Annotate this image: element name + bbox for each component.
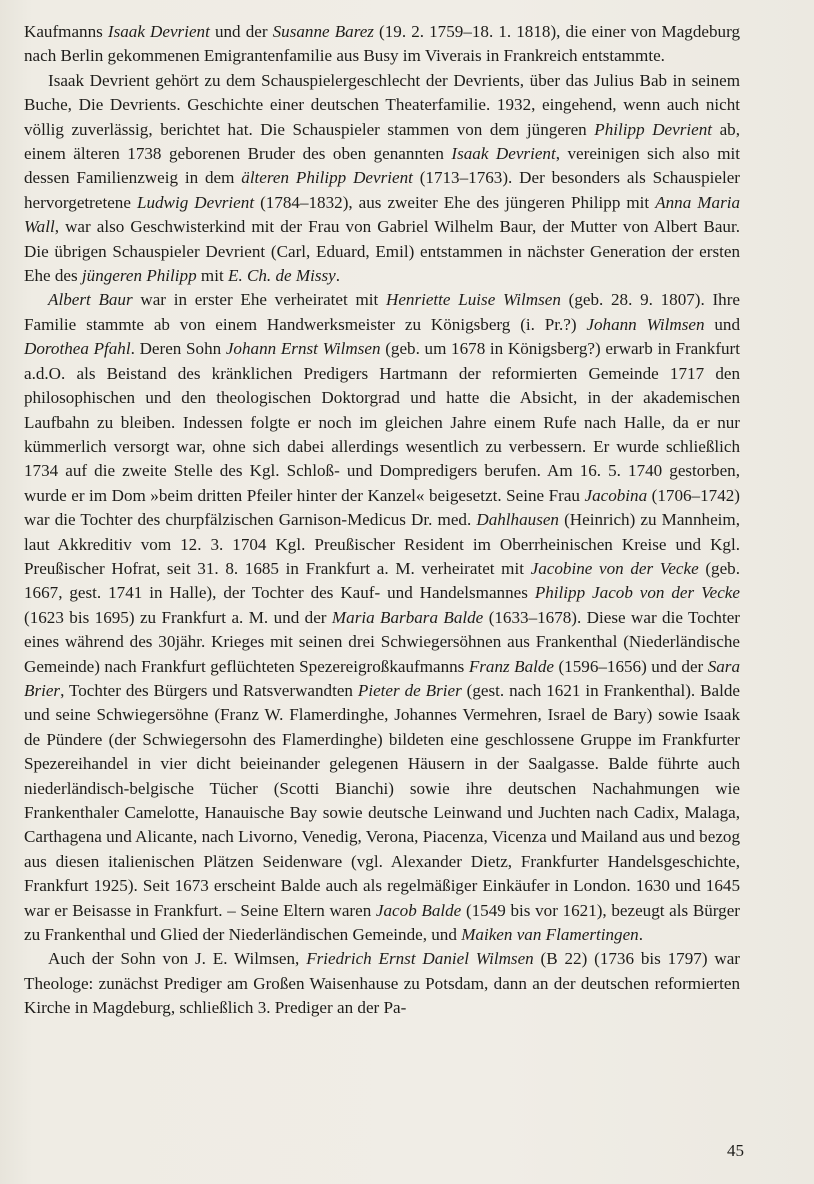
text-run: (1713–1763). Der besonders als Schauspieler hervorgetretene — [24, 168, 740, 212]
paragraph — [24, 288, 740, 947]
text-run: . — [335, 266, 341, 286]
text-run: mit — [196, 266, 228, 286]
text-run: (19. 2. 1759–18. 1. 1818), die einer von Magdeburg nach Berlin gekommenen Emigrantenfamilie aus Busy im Viverais in Frankreich entstammte. — [24, 22, 740, 66]
text-run: (1784–1832), aus zweiter Ehe des jüngeren Philipp mit — [254, 192, 656, 212]
italic-name: Maiken van Flamertingen — [461, 925, 639, 945]
text-run: Auch der Sohn von J. E. Wilmsen, — [48, 949, 307, 969]
italic-name: Johann Ernst Wilmsen — [225, 339, 381, 359]
text-run: , war also Geschwisterkind mit der Frau von Gabriel Wilhelm Baur, der Mutter von Albert Baur. Die übrigen Schauspieler Devrient (Carl, Eduard, Emil) entstammen in nächster Generation der ersten Ehe des — [24, 217, 740, 286]
italic-name: Dorothea Pfahl — [24, 339, 131, 359]
italic-name: Isaak Devrient — [451, 144, 556, 164]
italic-name: Philipp Devrient — [594, 119, 712, 139]
italic-name: Henriette Luise Wilmsen — [385, 290, 561, 310]
text-run: (geb. 1667, gest. 1741 in Halle), der Tochter des Kauf- und Handelsmannes — [24, 558, 740, 603]
body-text — [24, 20, 740, 1021]
italic-name: E. Ch. de Missy — [228, 266, 336, 286]
text-run: (1549 bis vor 1621), bezeugt als Bürger zu Frankenthal und Glied der Niederländischen Gemeinde, und — [24, 900, 740, 945]
italic-name: Jacobine von der Vecke — [530, 558, 699, 578]
paragraph — [24, 69, 740, 289]
italic-name: älteren Philipp Devrient — [241, 168, 413, 188]
italic-name: Maria Barbara Balde — [331, 607, 484, 627]
text-run: Kaufmanns — [24, 22, 108, 41]
text-run: (gest. nach 1621 in Frankenthal). Balde und seine Schwiegersöhne (Franz W. Flamerdinghe, Johannes Vermehren, Israel de Bary) sowie Isaak de Pündere (der Schwiegersohn des Flamerdinghe) bildeten eine geschlossene Gruppe im Frankfurter Spezereihandel in vier dicht beieinander gelegenen Häusern in der Saalgasse. Balde führte auch niederländisch-belgische Tücher (Scotti Bianchi) sowie ihre deutschen Nachahmungen wie Frankenthaler Camelotte, Hanauische Bay sowie deutsche Leinwand und Juchten nach Cadix, Malaga, Carthagena und Alicante, nach Livorno, Venedig, Verona, Piacenza, Vicenza und Mailand aus und bezog aus diesen italienischen Plätzen Seidenware (vgl. Alexander Dietz, Frankfurter Handelsgeschichte, Frankfurt 1925). Seit 1673 erscheint Balde auch als regelmäßiger Einkäufer in London. 1630 und 1645 war er Beisasse in Frankfurt. – Seine Eltern waren — [24, 680, 740, 920]
italic-name: Pieter de Brier — [357, 680, 462, 700]
italic-name: Philipp Jacob von der Vecke — [534, 583, 740, 603]
italic-name: Jacob Balde — [375, 900, 462, 920]
text-run: und der — [209, 22, 273, 41]
text-run: (1623 bis 1695) zu Frankfurt a. M. und der — [24, 607, 332, 627]
italic-name: Anna Maria Wall — [24, 192, 741, 237]
page-number: 45 — [727, 1141, 744, 1160]
text-run: , vereinigen sich also mit dessen Familienzweig in dem — [24, 144, 740, 188]
text-run: . Deren Sohn — [130, 339, 226, 359]
text-run: . — [638, 925, 644, 945]
text-run: , Tochter des Bürgers und Ratsverwandten — [60, 680, 358, 700]
italic-name: jüngeren Philipp — [81, 266, 197, 286]
italic-name: Johann Wilmsen — [586, 314, 705, 334]
text-run: (Heinrich) zu Mannheim, laut Akkreditiv vom 12. 3. 1704 Kgl. Preußischer Resident im Oberrheinischen Kreise und Kgl. Preußischer Hofrat, seit 31. 8. 1685 in Frankfurt a. M. verheiratet mit — [24, 510, 740, 578]
italic-name: Franz Balde — [468, 656, 555, 676]
text-run: (geb. um 1678 in Königsberg?) erwarb in Frankfurt a.d.O. als Beistand des kränklichen Predigers Hartmann der reformierten Gemeinde 1717 den philosophischen und den theologischen Doktorgrad und hatte die Absicht, in der akademischen Laufbahn zu bleiben. Indessen folgte er noch im gleichen Jahre einem Rufe nach Halle, da er nur kümmerlich versorgt war, ohne sich dabei allerdings wesentlich zu verbessern. Er wurde schließlich 1734 auf die zweite Stelle des Kgl. Schloß- und Dompredigers berufen. Am 16. 5. 1740 gestorben, wurde er im Dom »beim dritten Pfeiler hinter der Kanzel« beigesetzt. Seine Frau — [24, 339, 740, 505]
text-run: ab, einem älteren 1738 geborenen Bruder des oben genannten — [24, 119, 740, 164]
text-run: (1633–1678). Diese war die Tochter eines während des 30jähr. Krieges mit seinen drei Schwiegersöhnen aus Frankenthal (Niederländische Gemeinde) nach Frankfurt geflüchteten Spezereigroßkaufmanns — [24, 607, 740, 676]
italic-name: Susanne Barez — [272, 22, 374, 41]
italic-name: Ludwig Devrient — [136, 192, 255, 212]
text-run: Isaak Devrient gehört zu dem Schauspielergeschlecht der Devrients, über das Julius Bab in seinem Buche, Die Devrients. Geschichte einer deutschen Theaterfamilie. 1932, eingehend, wenn auch nicht völlig zuverlässig, berichtet hat. Die Schauspieler stammen von dem jüngeren — [24, 70, 740, 139]
italic-name: Sara Brier — [24, 656, 740, 700]
italic-name: Jacobina — [584, 485, 648, 505]
text-run: (geb. 28. 9. 1807). Ihre Familie stammte ab von einem Handwerksmeister zu Königsberg (i. Pr.?) — [24, 290, 740, 334]
text-run: (1706–1742) war die Tochter des churpfälzischen Garnison-Medicus Dr. med. — [24, 485, 740, 530]
italic-name: Albert Baur — [48, 290, 133, 310]
text-run: und — [704, 314, 740, 334]
italic-name: Friedrich Ernst Daniel Wilmsen — [306, 949, 534, 969]
text-run: (1596–1656) und der — [554, 656, 708, 676]
italic-name: Dahlhausen — [476, 510, 559, 530]
text-run: war in erster Ehe verheiratet mit — [132, 290, 386, 310]
text-run: (B 22) (1736 bis 1797) war Theologe: zunächst Prediger am Großen Waisenhause zu Potsdam, dann an der deutschen reformierten Kirche in Magdeburg, schließlich 3. Prediger an der Pa- — [24, 949, 740, 1018]
paragraph — [24, 947, 740, 1020]
italic-name: Isaak Devrient — [107, 22, 210, 41]
paragraph — [24, 20, 740, 69]
